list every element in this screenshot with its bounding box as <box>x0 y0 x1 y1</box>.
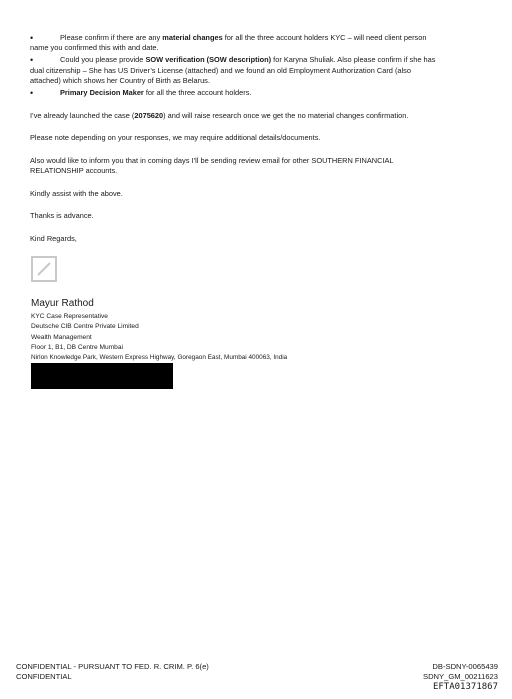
paragraph-note: Please note depending on your responses, we may require additional details/documents. <box>30 133 321 142</box>
bates-sdny-gm: SDNY_GM_00211623 <box>423 672 498 681</box>
bullet-continuation: name you confirmed this with and date. <box>30 43 159 52</box>
bates-efta: EFTA01371867 <box>432 682 498 692</box>
paragraph-inform-line-1: Also would like to inform you that in coming days I’ll be sending review email for other SOUTHERN FINANCIAL <box>30 156 394 165</box>
paragraph-inform-line-2: RELATIONSHIP accounts. <box>30 166 118 175</box>
paragraph-assist: Kindly assist with the above. <box>30 189 123 198</box>
bates-db-sdny: DB-SDNY-0065439 <box>432 662 498 671</box>
paragraph-case-launched: I’ve already launched the case (2075620) and will raise research once we get the no material changes confirmation. <box>30 111 409 120</box>
bullet-glyph: • <box>30 55 34 65</box>
footer-legal-line: CONFIDENTIAL - PURSUANT TO FED. R. CRIM. P. 6(e) <box>16 662 209 671</box>
bullet-continuation: dual citizenship – She has US Driver’s License (attached) and we found an old Employment Authorization Card (also <box>30 66 411 75</box>
signature-title: KYC Case Representative <box>31 313 108 320</box>
signature-address: Nirlon Knowledge Park, Western Express Highway, Goregaon East, Mumbai 400063, India <box>31 354 288 361</box>
paragraph-thanks: Thanks is advance. <box>30 211 94 220</box>
redaction-box <box>31 363 173 389</box>
bullet-item-primary-decision-maker <box>30 88 480 98</box>
footer-bates-numbers <box>423 662 498 693</box>
company-logo-icon <box>31 256 57 282</box>
bullet-glyph: • <box>30 88 34 98</box>
signature-floor: Floor 1, B1, DB Centre Mumbai <box>31 344 123 351</box>
signature-name: Mayur Rathod <box>31 298 94 309</box>
bullet-item-material-changes <box>30 33 480 43</box>
bullet-continuation: attached) which shows her Country of Birth as Belarus. <box>30 76 210 85</box>
paragraph-regards: Kind Regards, <box>30 234 77 243</box>
footer-confidential <box>16 662 209 682</box>
signature-division: Wealth Management <box>31 334 92 341</box>
bullet-text: Please confirm if there are any material changes for all the three account holders KYC – will need client person <box>60 33 427 42</box>
bullet-text: Primary Decision Maker for all the three account holders. <box>60 88 252 97</box>
footer-confidential-line: CONFIDENTIAL <box>16 672 72 681</box>
bullet-glyph: • <box>30 33 34 43</box>
bullet-item-sow-verification <box>30 55 480 65</box>
signature-company: Deutsche CIB Centre Private Limited <box>31 323 139 330</box>
bullet-text: Could you please provide SOW verification (SOW description) for Karyna Shuliak. Also please confirm if she has <box>60 55 436 64</box>
